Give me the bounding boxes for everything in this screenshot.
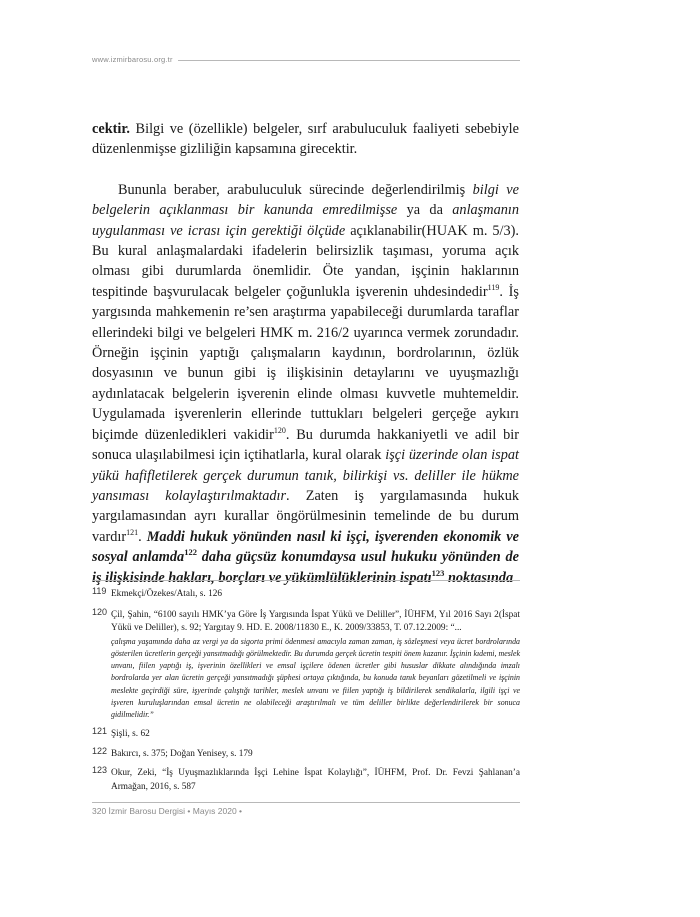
footnotes [92,588,520,795]
bold-italic-run: noktasında [444,569,514,586]
footnote-text: Şişli, s. 62 [111,729,150,740]
footnote-122 [92,745,520,762]
text-run: . Zaten iş yargılamasında hukuk yargılamasından ayrı kurallar öngörülmesinin temelinde de bu durum vardır [92,487,519,545]
bold-italic-run: daha güçsüz konumdaysa usul hukuku yönünden de iş ilişkisinde hakları, borçları ve yükümlülüklerinin ispatı [92,549,519,586]
footnote-121 [92,728,520,742]
footnote-123 [92,767,520,794]
text-run: . Bu durumda hakkaniyetli ve adil bir sonuca ulaşılabilmesi için içtihatlarla, kural olarak [92,426,519,464]
text-run: ya da [397,202,453,219]
footnote-119 [92,588,520,602]
footnote-number: 122 [92,745,108,756]
body-text [92,119,519,588]
footnote-ref-122[interactable]: 122 [184,547,197,558]
text-run: açıklanabilir(HUAK m. 5/3). Bu kural anlaşmalardaki ifadelerin belirsizlik taşıması, yoruma açık olması gibi durumlarda önemlidir. Öte yandan, işçinin haklarının tespitinde başvurulacak belgeler çoğunlukla işverenin uhdesindedir [92,222,520,300]
footnote-number: 121 [92,726,108,737]
bold-lead: cektir. [92,121,130,137]
footnote-ref-120[interactable]: 120 [273,425,286,435]
paragraph-1-text: Bilgi ve (özellikle) belgeler, sırf arabuluculuk faaliyeti sebebiyle düzenlenmişse gizliliğin kapsamına girecektir. [92,121,519,158]
header-rule [178,60,520,61]
footer-rule [92,802,520,803]
text-run: Bununla beraber, arabuluculuk sürecinde değerlendirilmiş [118,181,473,198]
footnote-ref-123[interactable]: 123 [431,567,445,578]
footnote-number: 123 [92,765,108,776]
footnote-ref-121[interactable]: 121 [126,527,139,537]
italic-run: işçi üzerinde olan ispat yükü hafifletilerek gerçek durumun tanık, bilirkişi vs. deliller ile hükme yansıması kolaylaştırılmaktadır [92,447,519,504]
footnote-quote: çalışma yaşamında daha az vergi ya da sigorta primi ödenmesi amacıyla zaman zaman, iş sözleşmesi veya ücret bordrolarında gösterilen ücretlerin gerçeği yansıtmadığı görülmektedir. Bu durumda gerçek ücretin tespiti önem kazanır. İşçinin kıdemi, meslek unvanı, fiilen yaptığı iş, işverinin özellikleri ve emsal işçilere ödenen ücretler gibi hususlar dikkate alındığında imzalı bordrolarda yer alan ücretin gerçeği yansıtmadığı şüphesi ortaya çıktığında, bu konuda tanık beyanları gözetilmeli ve işçinin meslekte geçirdiği süre, işyerinde çalıştığı tarihler, meslek unvanı ve fiilen yaptığı iş bildirilerek sendikalarla, ilgili işçi ve işveren kuruluşlarından emsal ücretin ne olabileceği araştırılmalı ve tüm deliller birlikte değerlendirilerek bir sonuca gidilmelidir.” [111,636,520,719]
bold-italic-run: Maddi hukuk yönünden nasıl ki işçi, işverenden ekonomik ve sosyal anlamda [92,528,519,566]
footnote-text: Bakırcı, s. 375; Doğan Yenisey, s. 179 [111,748,253,759]
italic-run: anlaşmanın uygulanması ve icrası için gerektiği ölçüde [92,202,519,239]
header-url: www.izmirbarosu.org.tr [92,55,173,64]
text-run: . [138,528,147,545]
footnote-120 [92,606,520,722]
footnote-number: 120 [92,606,108,617]
italic-run: bilgi ve belgelerin açıklanması bir kanunda emredilmişse [92,181,519,219]
footnote-number: 119 [92,586,107,596]
footnote-text: Ekmekçi/Özekes/Atalı, s. 126 [111,589,223,599]
paragraph-2 [92,180,519,588]
footer-page-info: 320 İzmir Barosu Dergisi • Mayıs 2020 • [92,806,243,816]
text-run: . İş yargısında mahkemenin re’sen araştırma yapabileceği durumlarda taraflar ellerindeki bilgi ve belgeleri HMK m. 216/2 uyarınca vermek zorundadır. Örneğin işçinin yaptığı çalışmaların kaydının, bordrolarının, özlük dosyasının ve bunun gibi iş ilişkisinin detaylarını ve uyuşmazlığı aydınlatacak belgelerin işverenin elinde olması kuvvetle muhtemeldir. Uygulamada işverenlerin ellerinde tuttukları belgeleri gerçeğe aykırı biçimde düzenledikleri vakidir [92,283,519,443]
footnote-separator [92,580,520,581]
footnote-text: Çil, Şahin, “6100 sayılı HMK’ya Göre İş Yargısında İspat Yükü ve Deliller”, İÜHFM, Yıl 2016 Sayı 2(İspat Yükü ve Deliller), s. 92; Yargıtay 9. HD. E. 2008/11830 E., K. 2009/33853, T. 07.12.2009: “... [111,609,520,634]
footnote-ref-119[interactable]: 119 [487,283,500,293]
paragraph-1 [92,119,519,160]
footnote-text: Okur, Zeki, “İş Uyuşmazlıklarında İşçi Lehine İspat Kolaylığı”, İÜHFM, Prof. Dr. Fevzi Şahlanan’a Armağan, 2016, s. 587 [111,768,520,792]
